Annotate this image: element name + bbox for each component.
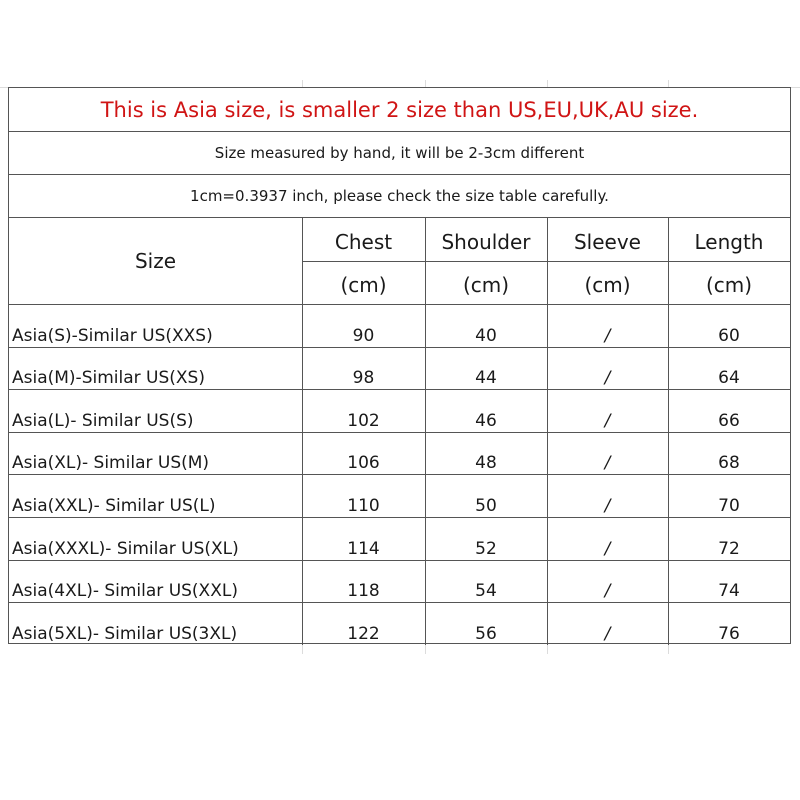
shoulder-value-cell: 56 <box>475 623 497 644</box>
shoulder-value-cell: 46 <box>475 410 497 431</box>
chest-value-cell: 110 <box>347 495 380 516</box>
shoulder-value-cell: 44 <box>475 368 497 389</box>
shoulder-value-cell: 48 <box>475 453 497 474</box>
length-value-cell: 68 <box>718 453 740 474</box>
column-unit-sleeve: (cm) <box>584 272 631 297</box>
sleeve-value-cell: / <box>604 623 611 644</box>
sleeve-value-cell: / <box>604 453 611 474</box>
chest-value-cell: 106 <box>347 453 380 474</box>
column-unit-length: (cm) <box>705 272 753 297</box>
size-name-cell: Asia(5XL)- Similar US(3XL) <box>12 623 238 644</box>
size-name-cell: Asia(L)- Similar US(S) <box>12 410 194 431</box>
sleeve-value-cell: / <box>604 538 611 559</box>
length-value-cell: 70 <box>718 495 740 516</box>
length-value-cell: 66 <box>718 410 740 431</box>
sheet-gridline <box>547 644 548 654</box>
chest-value-cell: 102 <box>347 410 380 431</box>
measure-note: Size measured by hand, it will be 2-3cm different <box>9 132 790 175</box>
sheet-gridline <box>425 644 426 654</box>
size-name-cell: Asia(XL)- Similar US(M) <box>12 453 210 474</box>
column-header-chest: Chest <box>334 229 393 254</box>
column-unit-chest: (cm) <box>340 272 387 297</box>
chest-value-cell: 114 <box>347 538 380 559</box>
sleeve-value-cell: / <box>604 410 611 431</box>
sleeve-value-cell: / <box>604 325 611 346</box>
size-name-cell: Asia(4XL)- Similar US(XXL) <box>12 581 238 602</box>
shoulder-value-cell: 50 <box>475 495 497 516</box>
asia-size-headline: This is Asia size, is smaller 2 size than US,EU,UK,AU size. <box>9 88 790 132</box>
length-value-cell: 76 <box>718 623 740 644</box>
size-name-cell: Asia(XXL)- Similar US(L) <box>12 495 216 516</box>
shoulder-value-cell: 40 <box>475 325 497 346</box>
sleeve-value-cell: / <box>604 495 611 516</box>
size-column-header: Size <box>134 249 177 273</box>
shoulder-value-cell: 52 <box>475 538 497 559</box>
column-header-shoulder: Shoulder <box>441 229 531 254</box>
sheet-gridline <box>668 644 669 654</box>
column-header-sleeve: Sleeve <box>573 229 641 254</box>
length-value-cell: 74 <box>718 581 740 602</box>
length-value-cell: 60 <box>718 325 740 346</box>
length-value-cell: 64 <box>718 368 740 389</box>
column-unit-shoulder: (cm) <box>462 272 510 297</box>
sleeve-value-cell: / <box>604 581 611 602</box>
chest-value-cell: 98 <box>352 368 375 389</box>
size-name-cell: Asia(XXXL)- Similar US(XL) <box>12 538 239 559</box>
chest-value-cell: 118 <box>347 581 380 602</box>
size-name-cell: Asia(S)-Similar US(XXS) <box>12 325 213 346</box>
conversion-note: 1cm=0.3937 inch, please check the size table carefully. <box>9 175 790 218</box>
shoulder-value-cell: 54 <box>475 581 497 602</box>
sheet-gridline <box>302 644 303 654</box>
size-name-cell: Asia(M)-Similar US(XS) <box>12 368 205 389</box>
length-value-cell: 72 <box>718 538 740 559</box>
chest-value-cell: 122 <box>347 623 380 644</box>
sleeve-value-cell: / <box>604 368 611 389</box>
column-header-length: Length <box>694 229 764 254</box>
chest-value-cell: 90 <box>352 325 375 346</box>
